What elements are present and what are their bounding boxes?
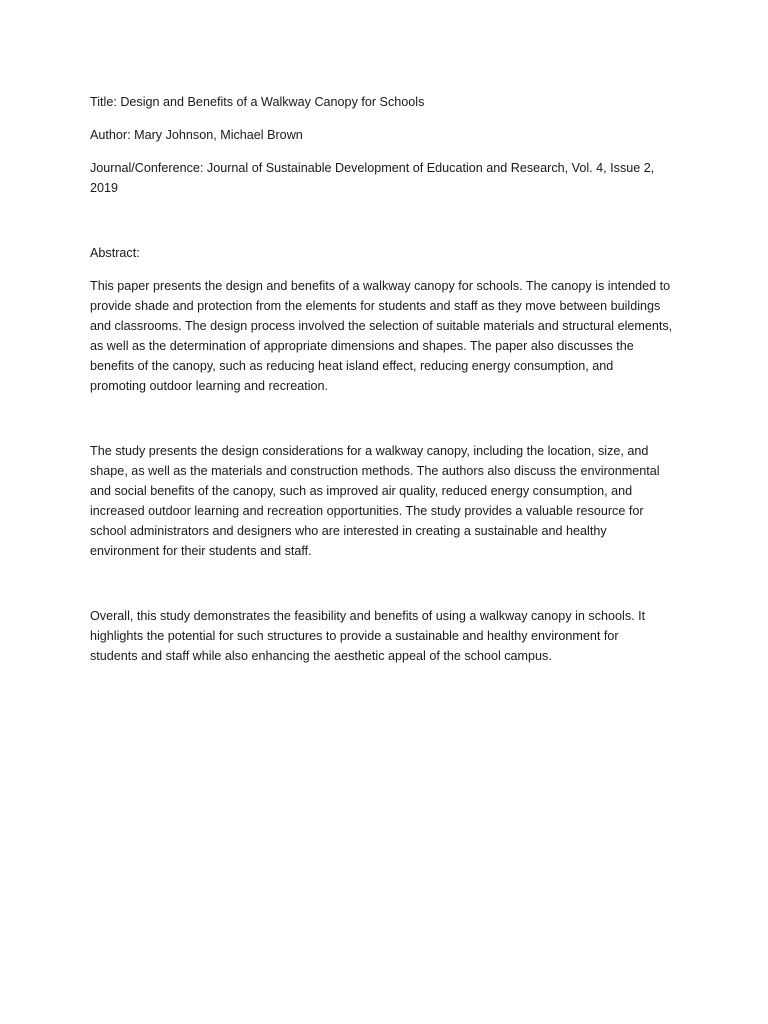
paragraph-line: environment for their students and staff.: [90, 544, 312, 558]
abstract-heading: Abstract:: [90, 246, 140, 260]
paragraph-line: Overall, this study demonstrates the feasibility and benefits of using a walkway canopy in schools. It: [90, 609, 646, 623]
paragraph-line: This paper presents the design and benefits of a walkway canopy for schools. The canopy is intended to: [90, 279, 671, 293]
abstract-paragraph-1: [90, 276, 680, 396]
document-journal: [90, 158, 680, 198]
document-title: Title: Design and Benefits of a Walkway Canopy for Schools: [90, 95, 425, 109]
journal-line: Journal/Conference: Journal of Sustainable Development of Education and Research, Vol. 4, Issue 2,: [90, 161, 655, 175]
paragraph-line: school administrators and designers who are interested in creating a sustainable and healthy: [90, 524, 607, 538]
paragraph-line: shape, as well as the materials and construction methods. The authors also discuss the environmental: [90, 464, 660, 478]
abstract-paragraph-2: [90, 441, 680, 561]
paragraph-line: increased outdoor learning and recreation opportunities. The study provides a valuable resource for: [90, 504, 644, 518]
paragraph-line: and social benefits of the canopy, such as improved air quality, reduced energy consumption, and: [90, 484, 633, 498]
paragraph-line: students and staff while also enhancing the aesthetic appeal of the school campus.: [90, 649, 552, 663]
paragraph-line: The study presents the design considerations for a walkway canopy, including the location, size, and: [90, 444, 649, 458]
paragraph-line: provide shade and protection from the elements for students and staff as they move between buildings: [90, 299, 661, 313]
abstract-paragraph-3: [90, 606, 680, 666]
paragraph-line: as well as the determination of appropriate dimensions and shapes. The paper also discusses the: [90, 339, 634, 353]
paragraph-line: benefits of the canopy, such as reducing heat island effect, reducing energy consumption, and: [90, 359, 614, 373]
journal-line: 2019: [90, 181, 119, 195]
paragraph-line: highlights the potential for such structures to provide a sustainable and healthy environment for: [90, 629, 619, 643]
paragraph-line: and classrooms. The design process involved the selection of suitable materials and structural elements,: [90, 319, 673, 333]
document-content: [90, 92, 680, 666]
paragraph-line: promoting outdoor learning and recreation.: [90, 379, 329, 393]
document-author: Author: Mary Johnson, Michael Brown: [90, 128, 303, 142]
